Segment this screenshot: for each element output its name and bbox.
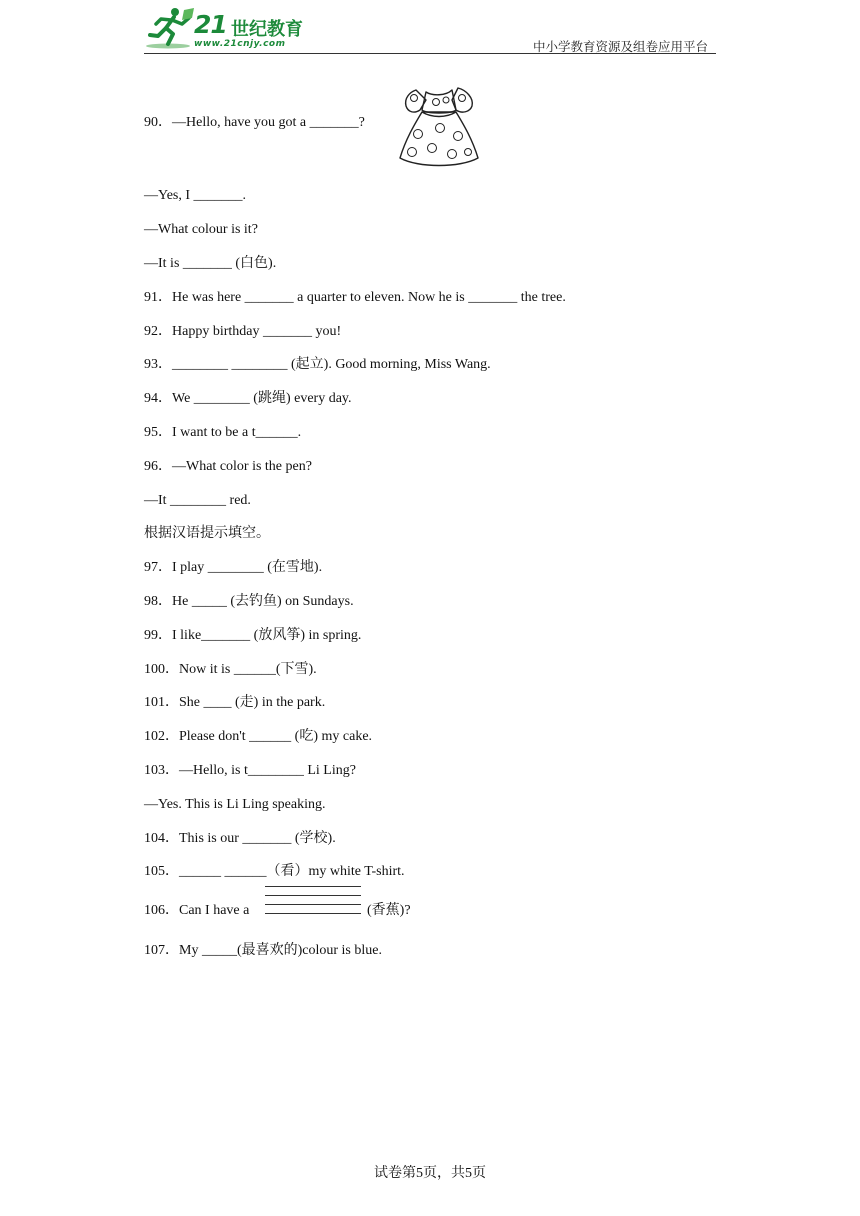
question-105: 105．______ ______（看）my white T-shirt. [144,864,405,879]
logo-url: www.21cnjy.com [194,39,286,49]
question-94: 94．We ________ (跳绳) every day. [144,391,352,406]
page-footer: 试卷第5页，共5页 [374,1166,486,1181]
question-106-prefix: 106．Can I have a [144,903,250,918]
runner-logo-icon [144,6,196,50]
question-102: 102．Please don't ______ (吃) my cake. [144,729,373,744]
question-90-line4: —It is _______ (白色). [144,256,277,271]
question-99: 99．I like_______ (放风筝) in spring. [144,628,362,643]
blank-line [265,886,361,887]
platform-title: 中小学教育资源及组卷应用平台 [532,40,708,54]
blank-line [265,913,361,914]
question-93: 93．________ ________ (起立). Good morning, Miss Wang. [144,357,491,372]
question-90-line3: —What colour is it? [144,222,258,237]
question-90-line2: —Yes, I _______. [144,188,247,203]
question-101: 101．She ____ (走) in the park. [144,695,326,710]
question-95: 95．I want to be a t______. [144,425,302,440]
question-96-line2: —It ________ red. [144,493,251,508]
section-hint: 根据汉语提示填空。 [144,526,270,541]
question-90-line1: 90．—Hello, have you got a _______? [144,115,365,130]
question-106-suffix: (香蕉)? [367,903,411,918]
answer-blank-lines [265,886,361,922]
question-107: 107．My _____(最喜欢的)colour is blue. [144,943,382,958]
logo-number: 21 [194,10,227,39]
dress-illustration-icon [396,82,482,168]
question-92: 92．Happy birthday _______ you! [144,324,342,339]
question-98: 98．He _____ (去钓鱼) on Sundays. [144,594,354,609]
brand-logo [144,6,314,50]
blank-line [265,904,361,905]
question-96-line1: 96．—What color is the pen? [144,459,312,474]
question-100: 100．Now it is ______(下雪). [144,662,317,677]
question-104: 104．This is our _______ (学校). [144,831,336,846]
page-header [0,0,860,60]
question-97: 97．I play ________ (在雪地). [144,560,323,575]
question-91: 91．He was here _______ a quarter to eleven. Now he is _______ the tree. [144,290,566,305]
header-divider [144,53,716,54]
question-103-line1: 103．—Hello, is t________ Li Ling? [144,763,356,778]
blank-line [265,895,361,896]
logo-name: 世纪教育 [231,19,303,40]
question-103-line2: —Yes. This is Li Ling speaking. [144,797,326,812]
